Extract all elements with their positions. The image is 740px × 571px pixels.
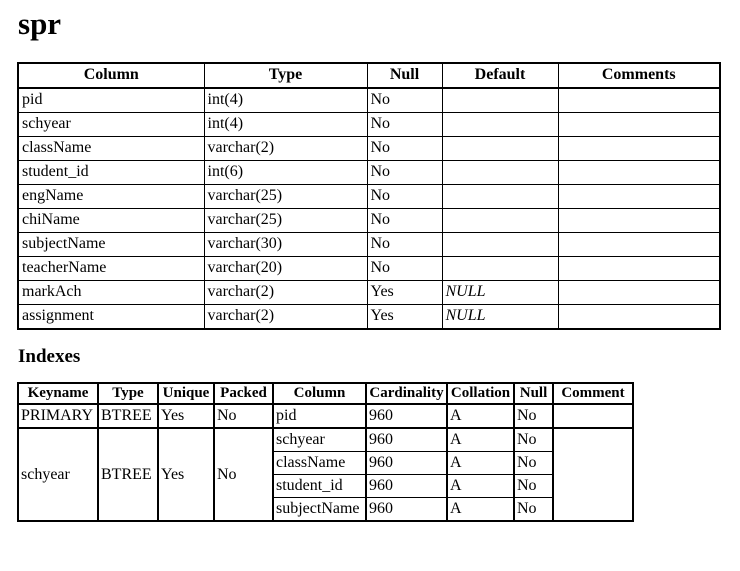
cell-column: subjectName xyxy=(18,232,204,256)
header-type: Type xyxy=(204,63,367,88)
cell-default xyxy=(442,184,558,208)
cell-comments xyxy=(558,136,720,160)
cell-cardinality: 960 xyxy=(366,452,447,475)
cell-comment xyxy=(553,404,633,428)
cell-null: No xyxy=(367,184,442,208)
cell-column: pid xyxy=(273,404,366,428)
indexes-heading: Indexes xyxy=(18,345,81,367)
cell-null: No xyxy=(367,256,442,280)
cell-type: varchar(2) xyxy=(204,136,367,160)
cell-null: No xyxy=(514,452,553,475)
indexes-header-row xyxy=(18,383,633,404)
cell-type: varchar(30) xyxy=(204,232,367,256)
cell-comments xyxy=(558,160,720,184)
cell-cardinality: 960 xyxy=(366,428,447,452)
cell-null: No xyxy=(367,136,442,160)
cell-packed: No xyxy=(214,428,273,521)
cell-column: className xyxy=(18,136,204,160)
cell-comments xyxy=(558,280,720,304)
cell-column: teacherName xyxy=(18,256,204,280)
cell-default xyxy=(442,256,558,280)
cell-null: Yes xyxy=(367,280,442,304)
columns-table xyxy=(17,62,721,330)
header-cardinality: Cardinality xyxy=(366,383,447,404)
cell-keyname: PRIMARY xyxy=(18,404,98,428)
header-collation: Collation xyxy=(447,383,514,404)
cell-comment xyxy=(553,428,633,521)
table-row xyxy=(18,232,720,256)
header-column: Column xyxy=(18,63,204,88)
cell-column: student_id xyxy=(18,160,204,184)
cell-column: student_id xyxy=(273,475,366,498)
header-comment: Comment xyxy=(553,383,633,404)
cell-collation: A xyxy=(447,475,514,498)
cell-null: Yes xyxy=(367,304,442,329)
cell-column: chiName xyxy=(18,208,204,232)
index-row-primary xyxy=(18,404,633,428)
table-row xyxy=(18,112,720,136)
cell-comments xyxy=(558,112,720,136)
cell-packed: No xyxy=(214,404,273,428)
cell-column: assignment xyxy=(18,304,204,329)
cell-default xyxy=(442,88,558,113)
cell-comments xyxy=(558,88,720,113)
cell-column: schyear xyxy=(273,428,366,452)
cell-type: int(4) xyxy=(204,112,367,136)
header-keyname: Keyname xyxy=(18,383,98,404)
cell-collation: A xyxy=(447,498,514,522)
page xyxy=(0,8,740,571)
indexes-table xyxy=(17,382,634,522)
cell-cardinality: 960 xyxy=(366,475,447,498)
cell-comments xyxy=(558,184,720,208)
cell-default xyxy=(442,208,558,232)
cell-unique: Yes xyxy=(158,428,214,521)
cell-collation: A xyxy=(447,452,514,475)
cell-null: No xyxy=(367,232,442,256)
table-row xyxy=(18,304,720,329)
index-row-schyear xyxy=(18,428,633,452)
cell-type: varchar(25) xyxy=(204,208,367,232)
cell-null: No xyxy=(514,498,553,522)
cell-cardinality: 960 xyxy=(366,498,447,522)
cell-cardinality: 960 xyxy=(366,404,447,428)
header-unique: Unique xyxy=(158,383,214,404)
table-row xyxy=(18,136,720,160)
cell-column: pid xyxy=(18,88,204,113)
cell-null: No xyxy=(514,404,553,428)
header-column: Column xyxy=(273,383,366,404)
cell-column: engName xyxy=(18,184,204,208)
cell-unique: Yes xyxy=(158,404,214,428)
header-packed: Packed xyxy=(214,383,273,404)
cell-default xyxy=(442,160,558,184)
cell-type: BTREE xyxy=(98,428,158,521)
cell-null: No xyxy=(367,112,442,136)
cell-comments xyxy=(558,256,720,280)
cell-default xyxy=(442,232,558,256)
table-row xyxy=(18,160,720,184)
table-row xyxy=(18,184,720,208)
cell-comments xyxy=(558,232,720,256)
header-default: Default xyxy=(442,63,558,88)
cell-type: varchar(2) xyxy=(204,304,367,329)
cell-comments xyxy=(558,208,720,232)
cell-column: subjectName xyxy=(273,498,366,522)
cell-null: No xyxy=(367,160,442,184)
cell-type: BTREE xyxy=(98,404,158,428)
table-row xyxy=(18,280,720,304)
table-row xyxy=(18,88,720,113)
cell-collation: A xyxy=(447,428,514,452)
header-null: Null xyxy=(514,383,553,404)
cell-type: varchar(20) xyxy=(204,256,367,280)
cell-column: className xyxy=(273,452,366,475)
table-row xyxy=(18,208,720,232)
cell-default: NULL xyxy=(442,280,558,304)
cell-default xyxy=(442,136,558,160)
cell-null: No xyxy=(514,428,553,452)
cell-collation: A xyxy=(447,404,514,428)
cell-type: int(4) xyxy=(204,88,367,113)
cell-type: varchar(25) xyxy=(204,184,367,208)
cell-null: No xyxy=(514,475,553,498)
columns-header-row xyxy=(18,63,720,88)
cell-default: NULL xyxy=(442,304,558,329)
cell-column: markAch xyxy=(18,280,204,304)
cell-null: No xyxy=(367,88,442,113)
cell-type: varchar(2) xyxy=(204,280,367,304)
cell-null: No xyxy=(367,208,442,232)
table-row xyxy=(18,256,720,280)
header-comments: Comments xyxy=(558,63,720,88)
cell-keyname: schyear xyxy=(18,428,98,521)
cell-type: int(6) xyxy=(204,160,367,184)
cell-column: schyear xyxy=(18,112,204,136)
header-type: Type xyxy=(98,383,158,404)
page-title: spr xyxy=(18,6,62,41)
cell-comments xyxy=(558,304,720,329)
header-null: Null xyxy=(367,63,442,88)
cell-default xyxy=(442,112,558,136)
